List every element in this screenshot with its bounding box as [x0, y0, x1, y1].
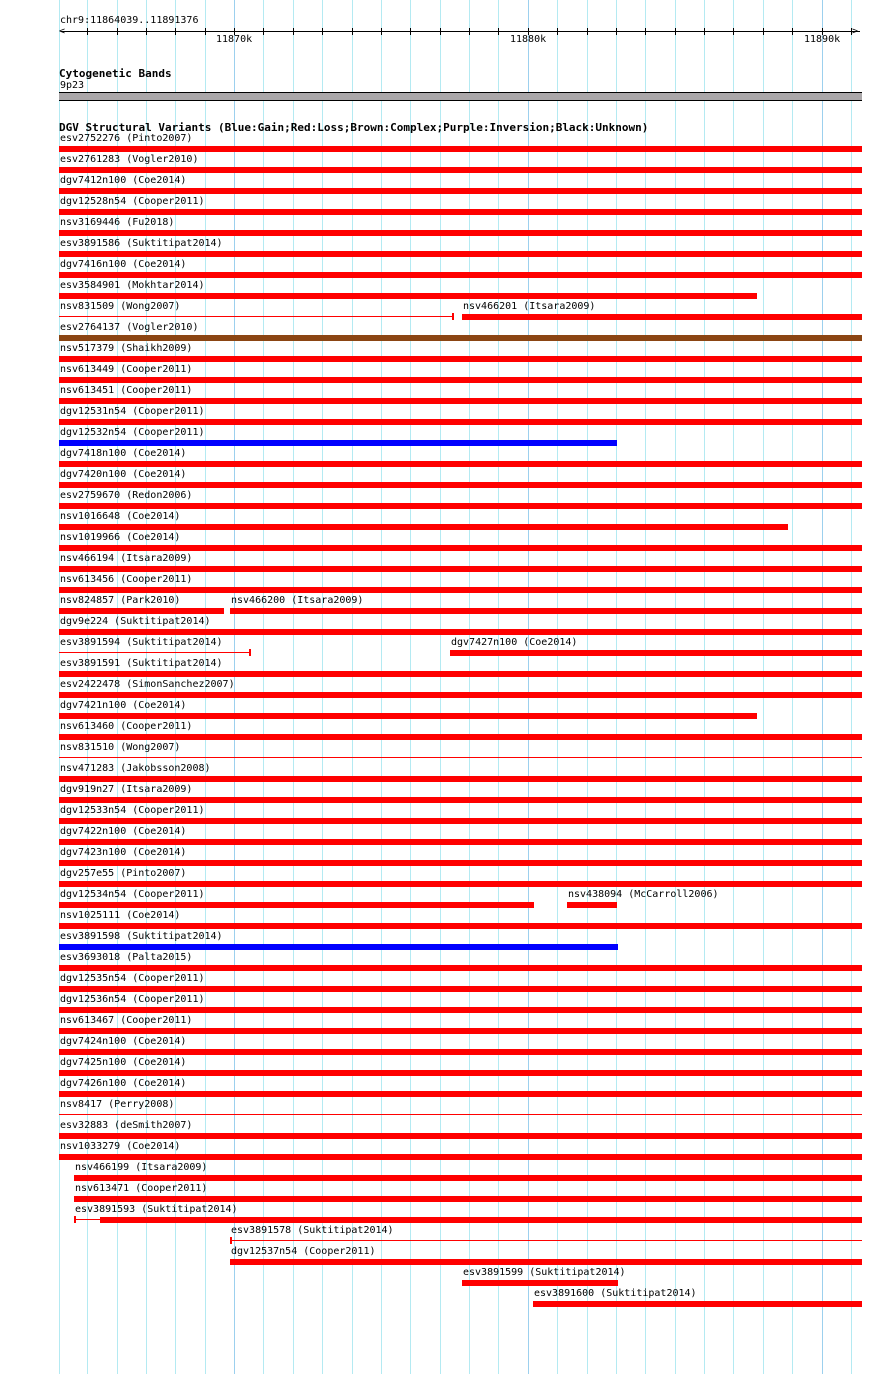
sv-feature-esv3891593[interactable] [100, 1217, 862, 1223]
sv-label-nsv613471[interactable]: nsv613471 (Cooper2011) [75, 1183, 208, 1194]
sv-feature-dgv7423n100[interactable] [59, 860, 862, 866]
grid-line [733, 0, 734, 1374]
sv-label-dgv12531n54[interactable]: dgv12531n54 (Cooper2011) [60, 406, 205, 417]
sv-feature-nsv471283[interactable] [59, 776, 862, 782]
sv-feature-nsv438094[interactable] [567, 902, 617, 908]
sv-feature-esv2759670[interactable] [59, 503, 862, 509]
sv-label-nsv3169446[interactable]: nsv3169446 (Fu2018) [60, 217, 175, 228]
sv-feature-dgv12531n54[interactable] [59, 419, 862, 425]
ruler-tick [322, 28, 323, 35]
cytoband-label: 9p23 [60, 80, 85, 91]
grid-line [528, 0, 529, 1374]
sv-label-nsv466201[interactable]: nsv466201 (Itsara2009) [463, 301, 596, 312]
sv-label-nsv613449[interactable]: nsv613449 (Cooper2011) [60, 364, 193, 375]
ruler-tick [175, 28, 176, 35]
sv-label-nsv1019966[interactable]: nsv1019966 (Coe2014) [60, 532, 181, 543]
sv-label-esv2422478[interactable]: esv2422478 (SimonSanchez2007) [60, 679, 235, 690]
ruler-axis[interactable] [61, 31, 860, 32]
ruler-tick [792, 28, 793, 35]
ruler-tick [733, 28, 734, 35]
sv-label-nsv613460[interactable]: nsv613460 (Cooper2011) [60, 721, 193, 732]
sv-label-dgv7426n100[interactable]: dgv7426n100 (Coe2014) [60, 1078, 187, 1089]
sv-label-dgv919n27[interactable]: dgv919n27 (Itsara2009) [60, 784, 193, 795]
ruler-tick [675, 28, 676, 35]
ruler-tick [616, 28, 617, 35]
sv-label-esv3891586[interactable]: esv3891586 (Suktitipat2014) [60, 238, 223, 249]
grid-line [822, 0, 823, 1374]
grid-line [616, 0, 617, 1374]
ruler-tick [440, 28, 441, 35]
sv-feature-dgv7424n100[interactable] [59, 1049, 862, 1055]
sv-label-dgv12533n54[interactable]: dgv12533n54 (Cooper2011) [60, 805, 205, 816]
sv-feature-nsv613449[interactable] [59, 377, 862, 383]
ruler-tick [87, 28, 88, 35]
sv-feature-esv2752276[interactable] [59, 146, 862, 152]
grid-line [440, 0, 441, 1374]
sv-feature-nsv8417[interactable] [59, 1114, 862, 1115]
sv-label-esv3891578[interactable]: esv3891578 (Suktitipat2014) [231, 1225, 394, 1236]
sv-feature-nsv466199[interactable] [74, 1175, 862, 1181]
sv-label-nsv613451[interactable]: nsv613451 (Cooper2011) [60, 385, 193, 396]
sv-feature-esv3891598[interactable] [59, 944, 618, 950]
ruler-tick [410, 28, 411, 35]
sv-feature-nsv613456[interactable] [59, 587, 862, 593]
sv-label-esv2759670[interactable]: esv2759670 (Redon2006) [60, 490, 193, 501]
sv-label-nsv517379[interactable]: nsv517379 (Shaikh2009) [60, 343, 193, 354]
sv-feature-dgv7427n100[interactable] [450, 650, 862, 656]
grid-line [498, 0, 499, 1374]
sv-feature-dgv12533n54[interactable] [59, 818, 862, 824]
sv-label-nsv1025111[interactable]: nsv1025111 (Coe2014) [60, 910, 181, 921]
grid-line [293, 0, 294, 1374]
sv-label-nsv438094[interactable]: nsv438094 (McCarroll2006) [568, 889, 719, 900]
ruler-tick [205, 28, 206, 35]
sv-label-dgv12535n54[interactable]: dgv12535n54 (Cooper2011) [60, 973, 205, 984]
sv-label-nsv8417[interactable]: nsv8417 (Perry2008) [60, 1099, 175, 1110]
sv-feature-nsv1025111[interactable] [59, 923, 862, 929]
ruler-tick [645, 28, 646, 35]
sv-end-marker [249, 649, 251, 656]
sv-label-esv3891593[interactable]: esv3891593 (Suktitipat2014) [75, 1204, 238, 1215]
sv-feature-nsv824857[interactable] [59, 608, 224, 614]
sv-label-nsv831510[interactable]: nsv831510 (Wong2007) [60, 742, 181, 753]
sv-label-nsv471283[interactable]: nsv471283 (Jakobsson2008) [60, 763, 211, 774]
sv-feature-esv2761283[interactable] [59, 167, 862, 173]
grid-line [587, 0, 588, 1374]
ruler-tick [146, 28, 147, 35]
ruler-tick [381, 28, 382, 35]
sv-feature-esv2422478[interactable] [59, 692, 862, 698]
sv-feature-esv3891600[interactable] [533, 1301, 862, 1307]
ruler-tick [293, 28, 294, 35]
grid-line [381, 0, 382, 1374]
sv-label-esv2752276[interactable]: esv2752276 (Pinto2007) [60, 133, 193, 144]
ruler-tick [851, 28, 852, 35]
sv-feature-dgv7418n100[interactable] [59, 461, 862, 467]
ruler-tick [557, 28, 558, 35]
ruler-tick [263, 28, 264, 35]
sv-label-dgv12528n54[interactable]: dgv12528n54 (Cooper2011) [60, 196, 205, 207]
cytoband-9p23[interactable] [59, 92, 862, 101]
cytoband-track-title: Cytogenetic Bands [59, 67, 172, 80]
sv-feature-nsv831510[interactable] [59, 757, 862, 758]
ruler-tick [587, 28, 588, 35]
grid-line [263, 0, 264, 1374]
sv-feature-dgv7412n100[interactable] [59, 188, 862, 194]
sv-feature-dgv12537n54[interactable] [230, 1259, 862, 1265]
sv-label-esv3693018[interactable]: esv3693018 (Palta2015) [60, 952, 193, 963]
sv-feature-nsv466194[interactable] [59, 566, 862, 572]
sv-label-nsv613467[interactable]: nsv613467 (Cooper2011) [60, 1015, 193, 1026]
sv-feature-dgv9e224[interactable] [59, 629, 862, 635]
sv-label-esv2761283[interactable]: esv2761283 (Vogler2010) [60, 154, 199, 165]
sv-feature-dgv12534n54[interactable] [59, 902, 534, 908]
grid-line [763, 0, 764, 1374]
sv-feature-esv3891594[interactable] [59, 652, 250, 653]
sv-label-esv3891594[interactable]: esv3891594 (Suktitipat2014) [60, 637, 223, 648]
ruler-label: 11880k [510, 34, 547, 45]
sv-label-dgv7424n100[interactable]: dgv7424n100 (Coe2014) [60, 1036, 187, 1047]
sv-label-dgv7420n100[interactable]: dgv7420n100 (Coe2014) [60, 469, 187, 480]
sv-end-marker [452, 313, 454, 320]
ruler-tick [763, 28, 764, 35]
sv-feature-nsv517379[interactable] [59, 356, 862, 362]
sv-feature-dgv7421n100[interactable] [59, 713, 757, 719]
sv-feature-dgv12536n54[interactable] [59, 1007, 862, 1013]
sv-label-dgv12537n54[interactable]: dgv12537n54 (Cooper2011) [231, 1246, 376, 1257]
grid-line [645, 0, 646, 1374]
sv-feature-esv3693018[interactable] [59, 965, 862, 971]
sv-track-title: DGV Structural Variants (Blue:Gain;Red:Loss;Brown:Complex;Purple:Inversion;Black:Unknown) [59, 121, 649, 134]
sv-label-nsv1016648[interactable]: nsv1016648 (Coe2014) [60, 511, 181, 522]
sv-label-dgv7425n100[interactable]: dgv7425n100 (Coe2014) [60, 1057, 187, 1068]
sv-feature-nsv466201[interactable] [462, 314, 862, 320]
sv-label-esv3584901[interactable]: esv3584901 (Mokhtar2014) [60, 280, 205, 291]
sv-feature-dgv12528n54[interactable] [59, 209, 862, 215]
sv-feature-nsv613471[interactable] [74, 1196, 862, 1202]
sv-label-esv32883[interactable]: esv32883 (deSmith2007) [60, 1120, 193, 1131]
sv-label-dgv12534n54[interactable]: dgv12534n54 (Cooper2011) [60, 889, 205, 900]
ruler-label: 11870k [216, 34, 253, 45]
sv-feature-nsv3169446[interactable] [59, 230, 862, 236]
sv-label-esv3891599[interactable]: esv3891599 (Suktitipat2014) [463, 1267, 626, 1278]
sv-label-nsv466199[interactable]: nsv466199 (Itsara2009) [75, 1162, 208, 1173]
sv-label-esv3891591[interactable]: esv3891591 (Suktitipat2014) [60, 658, 223, 669]
location-label: chr9:11864039..11891376 [60, 15, 199, 26]
sv-label-dgv7416n100[interactable]: dgv7416n100 (Coe2014) [60, 259, 187, 270]
ruler-label: 11890k [804, 34, 841, 45]
sv-label-dgv7421n100[interactable]: dgv7421n100 (Coe2014) [60, 700, 187, 711]
grid-line [410, 0, 411, 1374]
ruler-tick [352, 28, 353, 35]
sv-feature-nsv613467[interactable] [59, 1028, 862, 1034]
sv-feature-nsv1016648[interactable] [59, 524, 788, 530]
sv-label-dgv12536n54[interactable]: dgv12536n54 (Cooper2011) [60, 994, 205, 1005]
sv-label-dgv257e55[interactable]: dgv257e55 (Pinto2007) [60, 868, 187, 879]
sv-label-nsv1033279[interactable]: nsv1033279 (Coe2014) [60, 1141, 181, 1152]
sv-label-dgv7418n100[interactable]: dgv7418n100 (Coe2014) [60, 448, 187, 459]
sv-label-nsv466200[interactable]: nsv466200 (Itsara2009) [231, 595, 364, 606]
sv-feature-esv3891578[interactable] [230, 1240, 862, 1241]
sv-feature-esv32883[interactable] [59, 1133, 862, 1139]
grid-line [322, 0, 323, 1374]
sv-feature-esv2764137[interactable] [59, 335, 862, 341]
sv-feature-esv3584901[interactable] [59, 293, 757, 299]
ruler-tick [117, 28, 118, 35]
sv-feature-nsv466200[interactable] [230, 608, 862, 614]
grid-line [469, 0, 470, 1374]
sv-feature-dgv919n27[interactable] [59, 797, 862, 803]
sv-label-dgv9e224[interactable]: dgv9e224 (Suktitipat2014) [60, 616, 211, 627]
sv-label-dgv12532n54[interactable]: dgv12532n54 (Cooper2011) [60, 427, 205, 438]
scroll-right-arrow-icon[interactable]: > [852, 26, 859, 37]
sv-end-marker [230, 1237, 232, 1244]
sv-feature-nsv613460[interactable] [59, 734, 862, 740]
scroll-left-arrow-icon[interactable]: < [59, 26, 66, 37]
grid-line [352, 0, 353, 1374]
ruler-tick [469, 28, 470, 35]
sv-feature-esv3891599[interactable] [462, 1280, 618, 1286]
sv-label-nsv613456[interactable]: nsv613456 (Cooper2011) [60, 574, 193, 585]
sv-label-esv3891598[interactable]: esv3891598 (Suktitipat2014) [60, 931, 223, 942]
sv-feature-dgv7420n100[interactable] [59, 482, 862, 488]
sv-label-dgv7422n100[interactable]: dgv7422n100 (Coe2014) [60, 826, 187, 837]
sv-end-marker [74, 1216, 76, 1223]
sv-label-nsv466194[interactable]: nsv466194 (Itsara2009) [60, 553, 193, 564]
sv-label-dgv7423n100[interactable]: dgv7423n100 (Coe2014) [60, 847, 187, 858]
sv-feature-nsv613451[interactable] [59, 398, 862, 404]
sv-feature-dgv12535n54[interactable] [59, 986, 862, 992]
sv-feature-dgv7422n100[interactable] [59, 839, 862, 845]
grid-line [704, 0, 705, 1374]
sv-label-dgv7412n100[interactable]: dgv7412n100 (Coe2014) [60, 175, 187, 186]
sv-label-esv2764137[interactable]: esv2764137 (Vogler2010) [60, 322, 199, 333]
sv-feature-nsv1033279[interactable] [59, 1154, 862, 1160]
sv-feature-dgv12532n54[interactable] [59, 440, 617, 446]
sv-label-nsv824857[interactable]: nsv824857 (Park2010) [60, 595, 181, 606]
ruler-tick [498, 28, 499, 35]
sv-feature-esv3891586[interactable] [59, 251, 862, 257]
sv-feature-nsv831509[interactable] [59, 316, 453, 317]
sv-label-esv3891600[interactable]: esv3891600 (Suktitipat2014) [534, 1288, 697, 1299]
sv-feature-esv3891591[interactable] [59, 671, 862, 677]
sv-feature-dgv7426n100[interactable] [59, 1091, 862, 1097]
sv-feature-esv3891593-thin[interactable] [74, 1219, 100, 1220]
grid-line [675, 0, 676, 1374]
sv-feature-dgv7425n100[interactable] [59, 1070, 862, 1076]
sv-label-dgv7427n100[interactable]: dgv7427n100 (Coe2014) [451, 637, 578, 648]
ruler-tick [704, 28, 705, 35]
sv-feature-dgv257e55[interactable] [59, 881, 862, 887]
sv-label-nsv831509[interactable]: nsv831509 (Wong2007) [60, 301, 181, 312]
sv-feature-dgv7416n100[interactable] [59, 272, 862, 278]
grid-line [557, 0, 558, 1374]
grid-line [851, 0, 852, 1374]
grid-line [792, 0, 793, 1374]
sv-feature-nsv1019966[interactable] [59, 545, 862, 551]
